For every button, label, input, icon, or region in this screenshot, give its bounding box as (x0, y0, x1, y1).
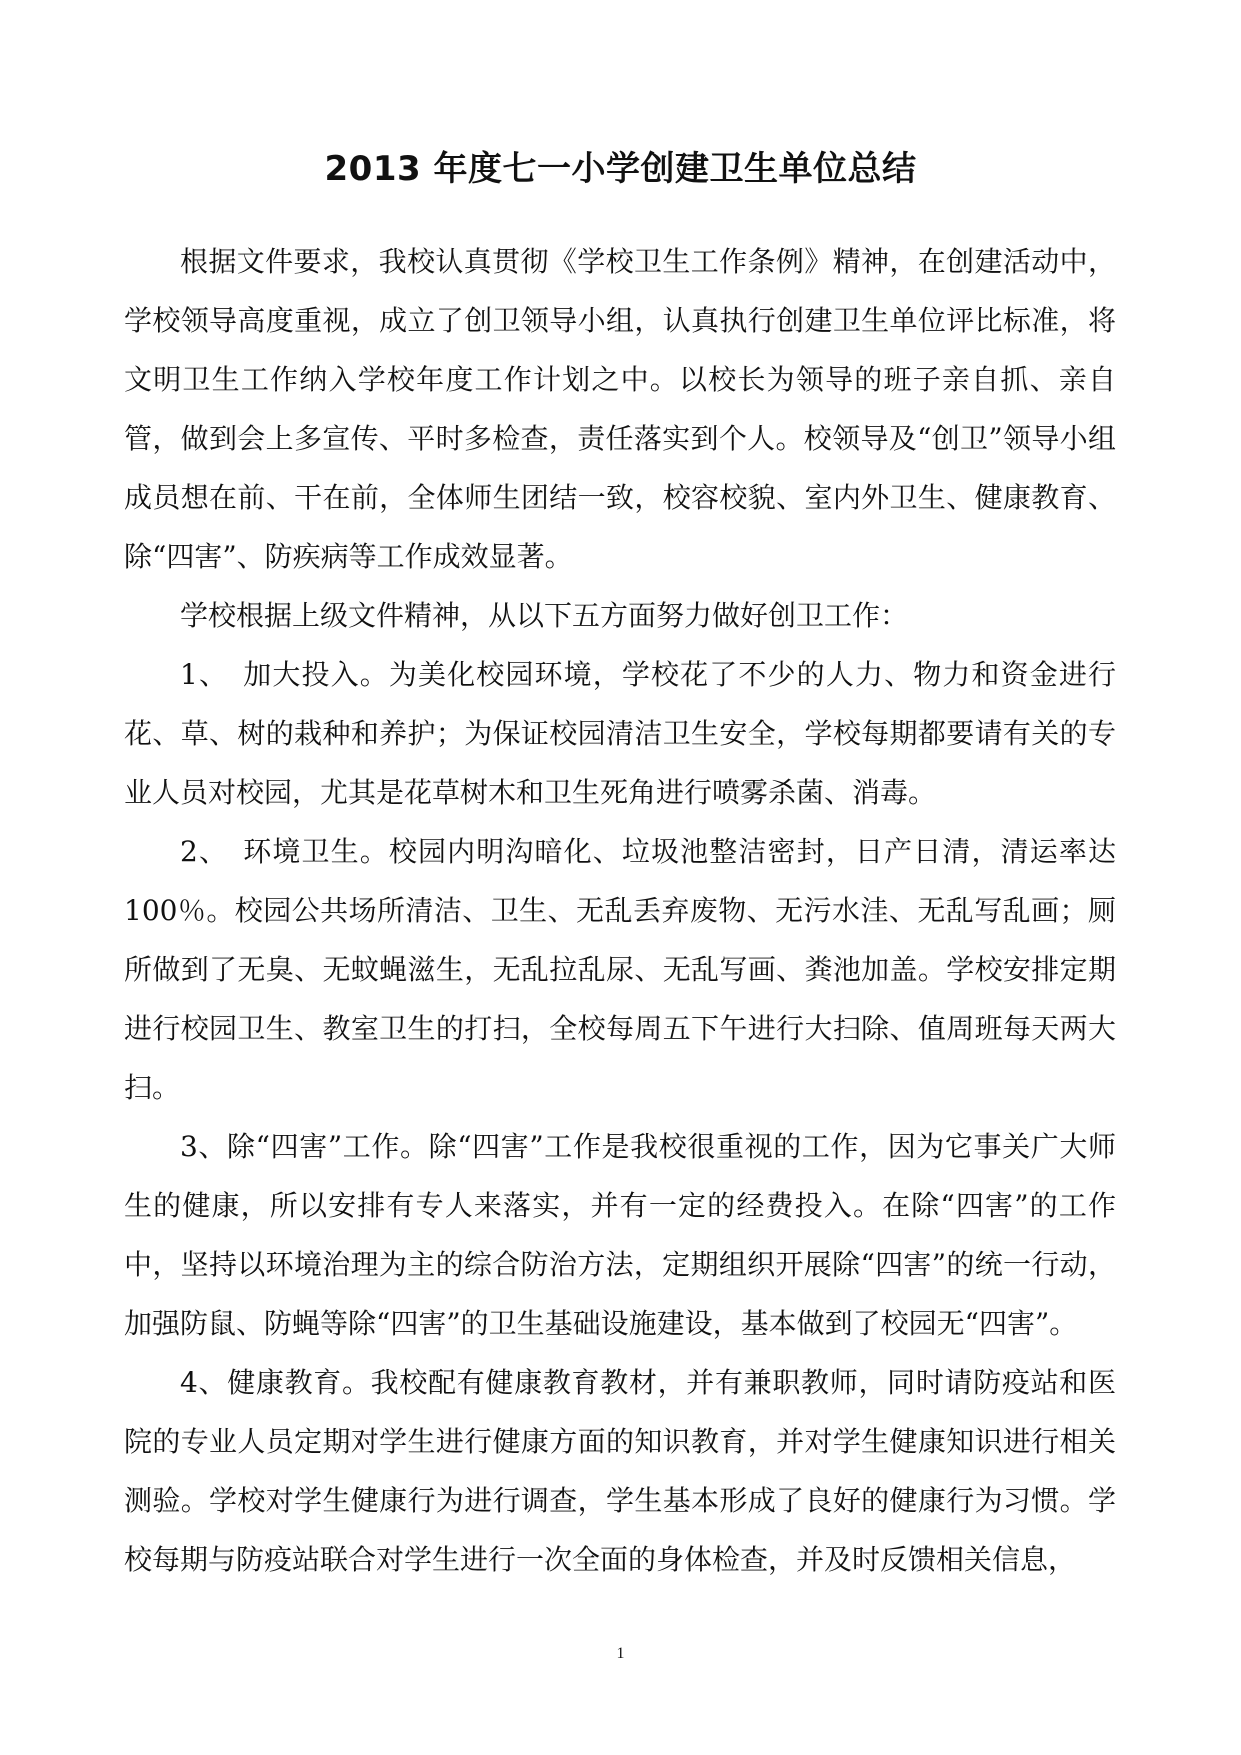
paragraph-item-2: 2、 环境卫生。校园内明沟暗化、垃圾池整洁密封，日产日清，清运率达 100％。校园公共场所清洁、卫生、无乱丢弃废物、无污水洼、无乱写乱画；厕所做到了无臭、无蚊蝇滋生，无乱拉乱尿、无乱写画、粪池加盖。学校安排定期进行校园卫生、教室卫生的打扫，全校每周五下午进行大扫除、值周班每天两大扫。 (124, 835, 1116, 1104)
page-number: 1 (616, 1645, 625, 1662)
document-body (124, 232, 1116, 1589)
paragraph-item-3: 3、除“四害”工作。除“四害”工作是我校很重视的工作，因为它事关广大师生的健康，所以安排有专人来落实，并有一定的经费投入。在除“四害”的工作中，坚持以环境治理为主的综合防治方法，定期组织开展除“四害”的统一行动，加强防鼠、防蝇等除“四害”的卫生基础设施建设，基本做到了校园无“四害”。 (124, 1130, 1116, 1340)
document-title: 2013 年度七一小学创建卫生单位总结 (324, 149, 917, 189)
paragraph-item-1: 1、 加大投入。为美化校园环境，学校花了不少的人力、物力和资金进行花、草、树的栽种和养护；为保证校园清洁卫生安全，学校每期都要请有关的专业人员对校园，尤其是花草树木和卫生死角进行喷雾杀菌、消毒。 (124, 658, 1116, 809)
paragraph-overview: 学校根据上级文件精神，从以下五方面努力做好创卫工作： (180, 599, 909, 632)
paragraph-intro: 根据文件要求，我校认真贯彻《学校卫生工作条例》精神，在创建活动中，学校领导高度重视，成立了创卫领导小组，认真执行创建卫生单位评比标准，将文明卫生工作纳入学校年度工作计划之中。以校长为领导的班子亲自抓、亲自管，做到会上多宣传、平时多检查，责任落实到个人。校领导及“创卫”领导小组成员想在前、干在前，全体师生团结一致，校容校貌、室内外卫生、健康教育、除“四害”、防疾病等工作成效显著。 (124, 245, 1116, 573)
paragraph-item-4: 4、健康教育。我校配有健康教育教材，并有兼职教师，同时请防疫站和医院的专业人员定期对学生进行健康方面的知识教育，并对学生健康知识进行相关测验。学校对学生健康行为进行调查，学生基本形成了良好的健康行为习惯。学校每期与防疫站联合对学生进行一次全面的身体检查，并及时反馈相关信息， (124, 1366, 1116, 1576)
